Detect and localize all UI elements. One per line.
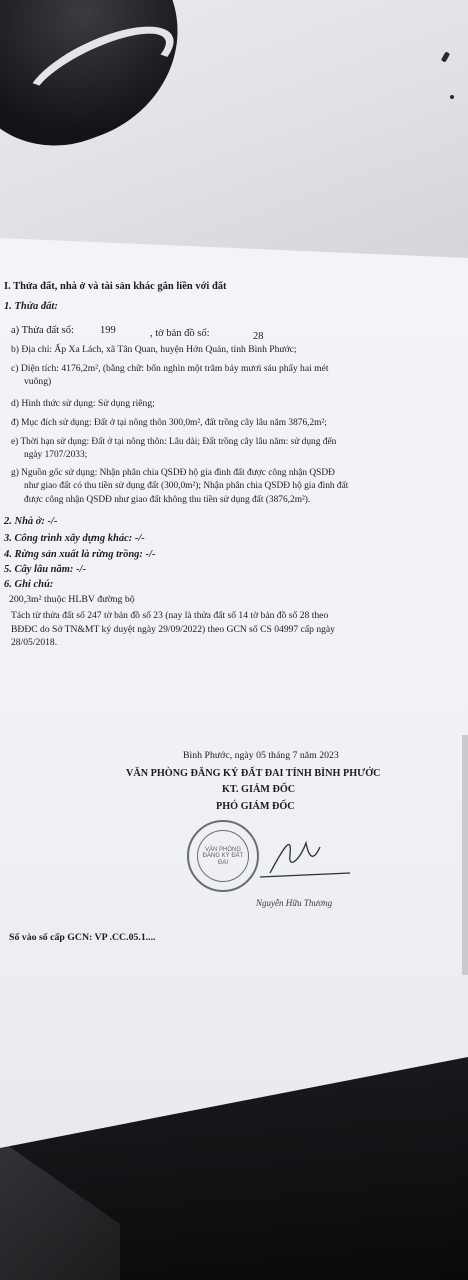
note-line-3: BĐĐC do Sở TN&MT ký duyệt ngày 29/09/2022) theo GCN số CS 04997 cấp ngày bbox=[11, 624, 335, 635]
section-notes: 6. Ghi chú: bbox=[4, 579, 54, 590]
paper-edge-strip bbox=[462, 735, 468, 975]
section-title: I. Thửa đất, nhà ở và tài sản khác gắn liền với đất bbox=[4, 281, 227, 292]
parcel-number-label: a) Thửa đất số: bbox=[11, 325, 74, 336]
on-behalf-director: KT. GIÁM ĐỐC bbox=[222, 784, 296, 795]
usage-form-line: d) Hình thức sử dụng: Sử dụng riêng; bbox=[11, 398, 155, 409]
map-sheet-value: 28 bbox=[253, 331, 264, 342]
usage-purpose-line: đ) Mục đích sử dụng: Đất ở tại nông thôn 300,0m², đất trồng cây lâu năm 3876,2m²; bbox=[11, 418, 327, 428]
issue-date: Bình Phước, ngày 05 tháng 7 năm 2023 bbox=[183, 750, 339, 761]
speck-mark bbox=[450, 95, 454, 99]
origin-line-2: như giao đất có thu tiền sử dụng đất (300,0m²); Nhận phân chia QSDĐ hộ gia đình đất bbox=[24, 481, 349, 491]
usage-term-line-2: ngày 1707/2033; bbox=[24, 450, 88, 460]
signature bbox=[240, 825, 360, 885]
section-house: 2. Nhà ở: -/- bbox=[4, 516, 58, 527]
address-line: b) Địa chỉ: Ấp Xa Lách, xã Tân Quan, huyện Hớn Quản, tỉnh Bình Phước; bbox=[11, 344, 297, 355]
subsection-land-parcel: 1. Thửa đất: bbox=[4, 301, 58, 312]
note-line-4: 28/05/2018. bbox=[11, 637, 58, 648]
area-line-1: c) Diện tích: 4176,2m², (bằng chữ: bốn nghìn một trăm bảy mươi sáu phẩy hai mét bbox=[11, 363, 329, 374]
signer-name: Nguyễn Hữu Thương bbox=[256, 898, 333, 908]
registration-number: Số vào sổ cấp GCN: VP .CC.05.1.... bbox=[9, 932, 156, 943]
usage-term-line-1: e) Thời hạn sử dụng: Đất ở tại nông thôn: Lâu dài; Đất trồng cây lâu năm: sử dụng đến bbox=[11, 437, 337, 447]
origin-line-1: g) Nguồn gốc sử dụng: Nhận phân chia QSDĐ hộ gia đình đất được công nhận QSDĐ bbox=[11, 468, 335, 478]
origin-line-3: được công nhận QSDĐ như giao đất không thu tiền sử dụng đất (3876,2m²). bbox=[24, 495, 311, 505]
note-line-1: 200,3m² thuộc HLBV đường bộ bbox=[9, 594, 135, 605]
section-forest: 4. Rừng sản xuất là rừng trồng: -/- bbox=[4, 549, 156, 560]
map-sheet-label: , tờ bản đồ số: bbox=[150, 328, 210, 339]
seal-text: VĂN PHÒNG ĐĂNG KÝ ĐẤT ĐAI bbox=[202, 847, 244, 866]
section-perennial-trees: 5. Cây lâu năm: -/- bbox=[4, 564, 86, 575]
issuing-office: VĂN PHÒNG ĐĂNG KÝ ĐẤT ĐAI TỈNH BÌNH PHƯỚC bbox=[126, 768, 381, 779]
deputy-director-title: PHÓ GIÁM ĐỐC bbox=[216, 801, 295, 812]
section-other-construction: 3. Công trình xây dựng khác: -/- bbox=[4, 533, 145, 544]
area-line-2: vuông) bbox=[24, 376, 52, 387]
note-line-2: Tách từ thửa đất số 247 tờ bản đồ số 23 (nay là thửa đất số 14 tờ bản đồ số 28 theo bbox=[11, 610, 329, 621]
parcel-number-value: 199 bbox=[100, 325, 116, 336]
